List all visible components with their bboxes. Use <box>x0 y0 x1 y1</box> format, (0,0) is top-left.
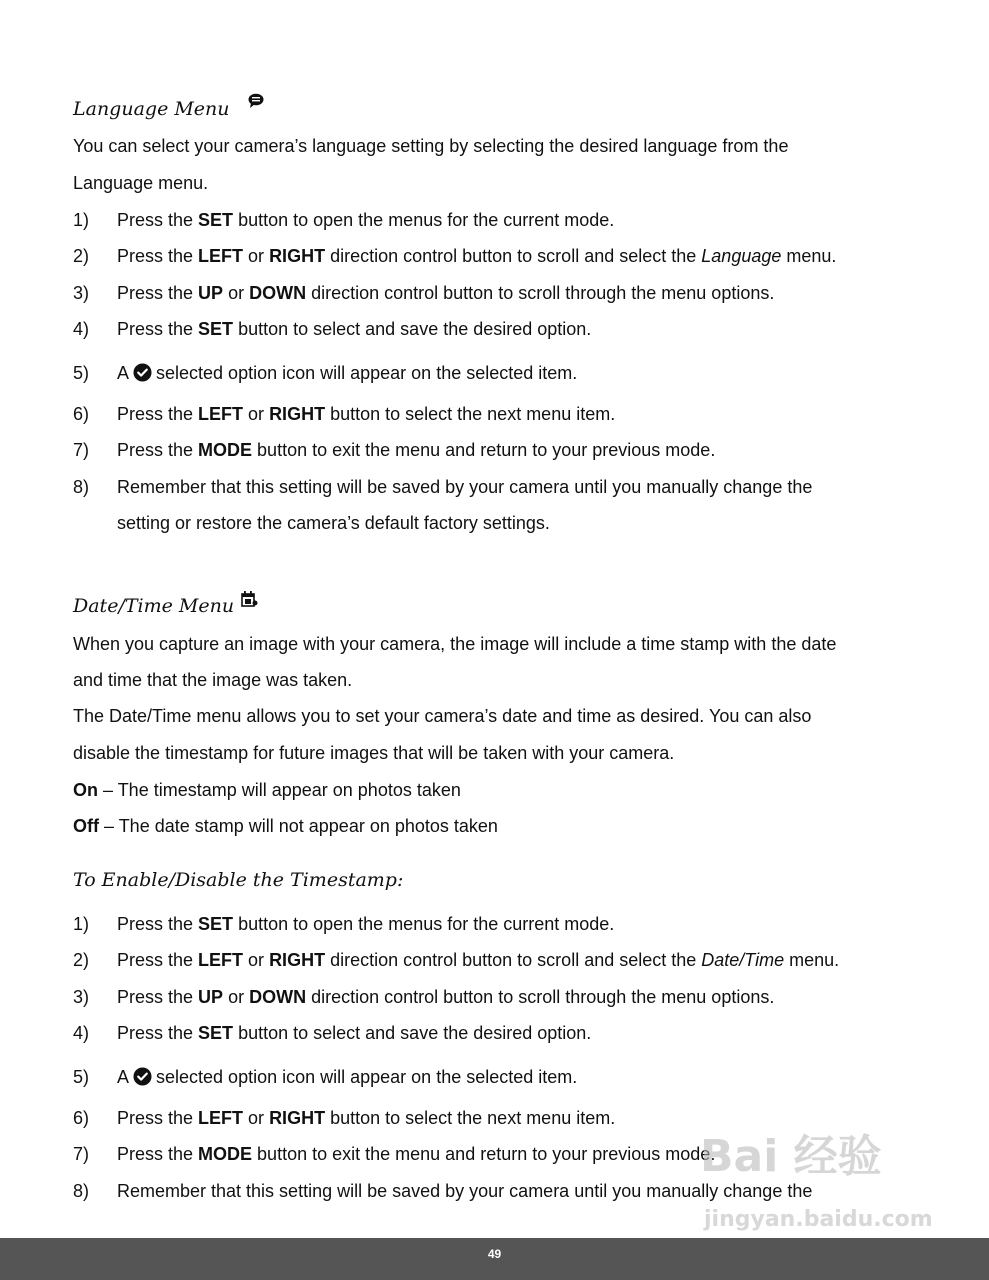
datetime-menu-heading: Date/Time Menu <box>73 590 258 617</box>
step-number: 4) <box>73 1023 90 1043</box>
step-number: 7) <box>73 1144 90 1164</box>
timestamp-step-7: Press the MODE button to exit the menu and return to your previous mode. <box>117 1144 716 1164</box>
language-menu-heading: Language Menu <box>73 93 265 120</box>
datetime-paragraph-line-1: When you capture an image with your camera, the image will include a time stamp with the date <box>73 634 837 654</box>
step-number: 6) <box>73 404 90 424</box>
language-step-8-continued: setting or restore the camera’s default factory settings. <box>117 513 550 533</box>
language-step-4: Press the SET button to select and save the desired option. <box>117 319 592 339</box>
step-number: 2) <box>73 950 90 970</box>
timestamp-step-2: Press the LEFT or RIGHT direction control button to scroll and select the Date/Time menu. <box>117 950 840 970</box>
step-number: 1) <box>73 914 90 934</box>
timestamp-step-4: Press the SET button to select and save the desired option. <box>117 1023 592 1043</box>
page-number: 49 <box>487 1247 502 1261</box>
step-number: 1) <box>73 210 90 230</box>
timestamp-step-8: Remember that this setting will be saved by your camera until you manually change the <box>117 1181 813 1201</box>
timestamp-step-5: A selected option icon will appear on the selected item. <box>117 1067 578 1087</box>
language-step-7: Press the MODE button to exit the menu and return to your previous mode. <box>117 440 716 460</box>
datetime-paragraph-line-2: and time that the image was taken. <box>73 670 353 690</box>
check-circle-icon <box>133 1067 152 1086</box>
on-option-description: On – The timestamp will appear on photos taken <box>73 780 461 800</box>
step-number: 3) <box>73 987 90 1007</box>
speech-bubble-icon <box>248 93 265 109</box>
language-step-8: Remember that this setting will be saved by your camera until you manually change the <box>117 477 813 497</box>
calendar-clock-icon <box>241 590 258 608</box>
language-intro-line-2: Language menu. <box>73 173 209 193</box>
step-number: 4) <box>73 319 90 339</box>
language-intro-line-1: You can select your camera’s language setting by selecting the desired language from the <box>73 136 789 156</box>
off-option-description: Off – The date stamp will not appear on photos taken <box>73 816 498 836</box>
step-number: 3) <box>73 283 90 303</box>
step-number: 6) <box>73 1108 90 1128</box>
check-circle-icon <box>133 363 152 382</box>
datetime-paragraph-line-4: disable the timestamp for future images that will be taken with your camera. <box>73 743 675 763</box>
step-number: 5) <box>73 1067 90 1087</box>
step-number: 8) <box>73 1181 90 1201</box>
timestamp-step-1: Press the SET button to open the menus for the current mode. <box>117 914 615 934</box>
timestamp-step-6: Press the LEFT or RIGHT button to select the next menu item. <box>117 1108 616 1128</box>
language-step-6: Press the LEFT or RIGHT button to select the next menu item. <box>117 404 616 424</box>
timestamp-heading: To Enable/Disable the Timestamp: <box>73 869 404 891</box>
language-step-2: Press the LEFT or RIGHT direction control button to scroll and select the Language menu. <box>117 246 837 266</box>
step-number: 7) <box>73 440 90 460</box>
step-number: 8) <box>73 477 90 497</box>
language-step-5: A selected option icon will appear on the selected item. <box>117 363 578 383</box>
datetime-paragraph-line-3: The Date/Time menu allows you to set your camera’s date and time as desired. You can also <box>73 706 812 726</box>
timestamp-step-3: Press the UP or DOWN direction control button to scroll through the menu options. <box>117 987 775 1007</box>
language-step-3: Press the UP or DOWN direction control button to scroll through the menu options. <box>117 283 775 303</box>
watermark-logo: Bai 经验 <box>700 1131 882 1182</box>
language-step-1: Press the SET button to open the menus for the current mode. <box>117 210 615 230</box>
step-number: 2) <box>73 246 90 266</box>
watermark-url: jingyan.baidu.com <box>704 1207 933 1232</box>
step-number: 5) <box>73 363 90 383</box>
